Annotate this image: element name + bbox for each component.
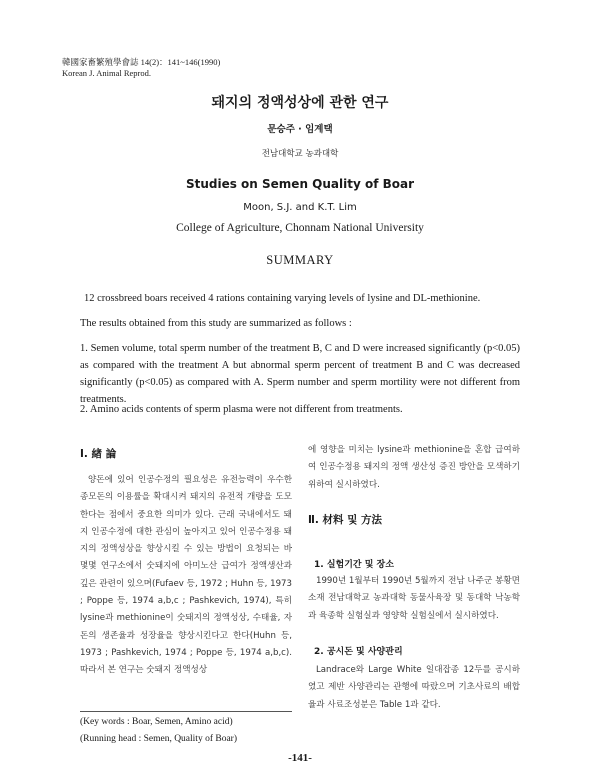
summary-item-1: 1. Semen volume, total sperm number of the treatment B, C and D were increased significantly (p<0.05) as compared with the treatment A but abnormal sperm percent of treatment B and C was decreased significantly (p<0.05) as compared with A. Sperm number and sperm mortility were not different from treatments. [80,343,520,405]
section-2-heading: Ⅱ. 材料 및 方法 [308,514,383,526]
summary-results-lead: The results obtained from this study are summarized as follows : [80,318,352,329]
footnote-keywords: (Key words : Boar, Semen, Amino acid) [80,717,233,727]
summary-item-2: 2. Amino acids contents of sperm plasma were not different from treatments. [80,404,403,415]
summary-heading: SUMMARY [266,253,334,267]
subsection-2-title: 2. 공시돈 및 사양관리 [314,647,403,657]
footnote-running-head: (Running head : Semen, Quality of Boar) [80,734,237,744]
subsection-1-body: 1990년 1월부터 1990년 5월까지 전남 나주군 봉황면 소재 전남대학교 농과대학 동물사육장 및 동대학 낙농학과 육종학 실험실과 영양학 실험실에서 실시하였다. [308,576,520,621]
summary-intro: 12 crossbreed boars received 4 rations containing varying levels of lysine and DL-methionine. [84,293,481,304]
subsection-2-body: Landrace와 Large White 일대잡종 12두를 공시하였고 제반 사양관리는 관행에 따랐으며 기초사료의 배합율과 사료조성분은 Table 1과 같다. [308,665,520,710]
authors-ko: 문승주 · 임계택 [267,124,333,135]
journal-name-en: Korean J. Animal Reprod. [62,68,151,78]
section-1-continuation: 에 영향을 미치는 lysine과 methionine을 혼합 급여하여 인공수정용 돼지의 정액 생산성 증진 방안을 모색하기 위하여 실시하였다. [308,445,520,490]
section-1-heading: Ⅰ. 緖 論 [80,448,117,460]
paper-title-en: Studies on Semen Quality of Boar [185,177,415,191]
affiliation-en: College of Agriculture, Chonnam National University [176,222,424,234]
section-1-body: 양돈에 있어 인공수정의 필요성은 유전능력이 우수한 종모돈의 이용률을 확대시켜 돼지의 유전적 개량을 도모한다는 점에서 중요한 의미가 있다. 근래 국내에서도 돼지 인공수정에 대한 관심이 높아지고 있어 인공수정용 돼지의 정액성상을 향상시킬 수 있는 방법이 요청되는 바 몇몇 연구소에서 숫돼지에 아미노산 급여가 정액생산과 깊은 관련이 있으며(Fufaev 등, 1972 ; Huhn 등, 1973 ; Poppe 등, 1974 a,b,c ; Pashkevich, 1974), 특히 lysine과 methionine이 숫돼지의 정액성상, 수태율, 자돈의 생존율과 성장율을 향상시킨다고 한다(Huhn 등, 1973 ; Pashkevich, 1974 ; Poppe 등, 1974 a,b,c). 따라서 본 연구는 숫돼지 정액성상 [80,475,292,676]
journal-citation: 韓國家畜繁殖學會誌 14(2)：141~146(1990) [62,57,221,67]
footnote-rule [80,711,292,712]
authors-en: Moon, S.J. and K.T. Lim [243,202,357,213]
page-number: -141- [288,752,312,764]
affiliation-ko: 전남대학교 농과대학 [261,149,339,159]
subsection-1-title: 1. 실험기간 및 장소 [314,560,394,570]
paper-title-ko: 돼지의 정액성상에 관한 연구 [211,95,389,111]
